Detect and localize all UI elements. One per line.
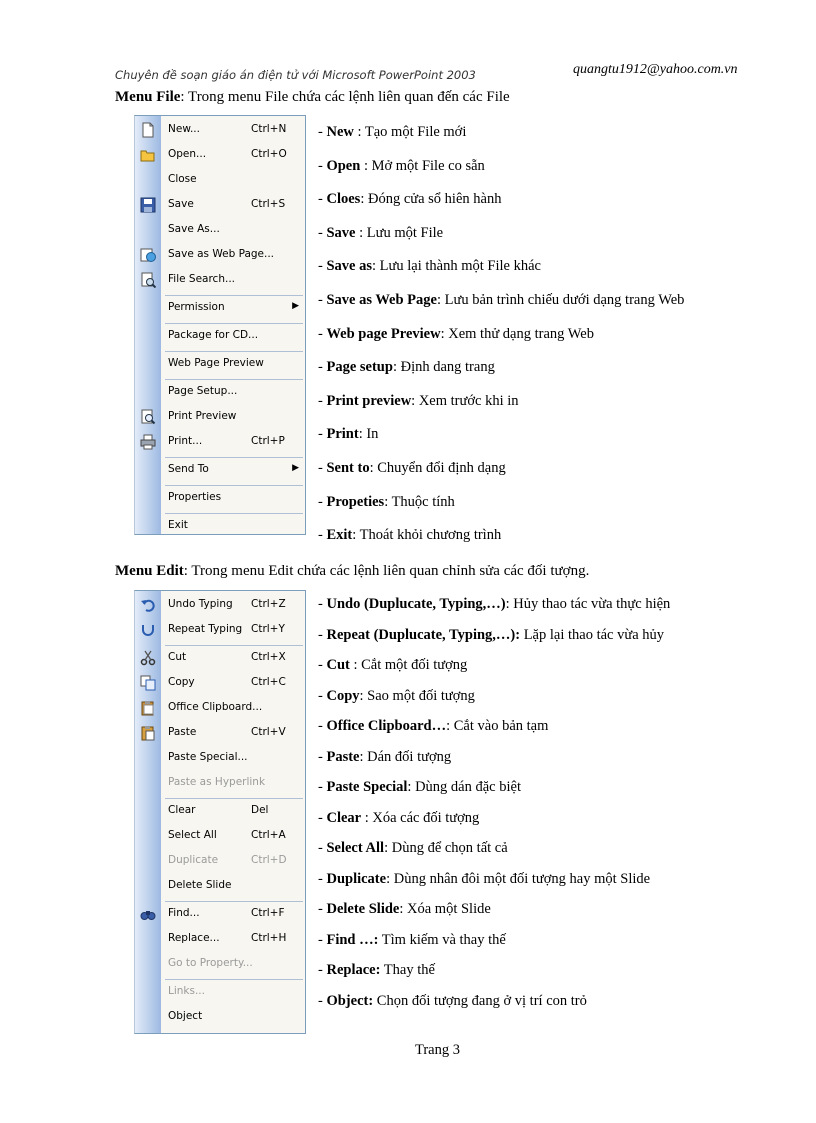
description-text: : In — [358, 426, 379, 443]
description-text: : Dùng dán đặc biệt — [407, 779, 521, 795]
file-menu-item-close[interactable] — [135, 169, 305, 191]
file-menu-item-properties[interactable] — [135, 487, 305, 509]
edit-menu-item-replace[interactable] — [135, 928, 305, 950]
file-menu-item-file-search[interactable] — [135, 269, 305, 291]
file-menu-item-send-to[interactable] — [135, 459, 305, 481]
menu-item-label: Links... — [168, 985, 205, 997]
description-term: Replace: — [326, 962, 381, 978]
menu-item-shortcut: Ctrl+A — [251, 829, 286, 841]
file-menu-description: - New : Tạo một File mới — [318, 124, 467, 140]
menu-item-shortcut: Ctrl+X — [251, 651, 286, 663]
cut-icon — [140, 650, 156, 666]
description-text: : Mở một File co sẵn — [360, 157, 485, 174]
description-text: : Dán đối tượng — [359, 748, 452, 765]
edit-menu-item-find[interactable] — [135, 903, 305, 925]
description-term: Sent to — [326, 460, 370, 476]
menu-item-shortcut: Ctrl+S — [251, 198, 286, 210]
description-term: Propeties — [326, 493, 385, 510]
menu-item-label: Print... — [168, 435, 203, 447]
menu-separator — [165, 457, 303, 458]
description-term: Save as — [326, 258, 372, 275]
menu-item-shortcut: Ctrl+V — [251, 726, 286, 738]
menu-item-label: Close — [168, 173, 197, 185]
description-text: : Lưu bản trình chiếu dưới dạng trang Web — [436, 292, 685, 308]
edit-menu-item-delete-slide[interactable] — [135, 875, 305, 897]
save-icon — [140, 197, 156, 213]
edit-menu-item-duplicate — [135, 850, 305, 872]
menu-item-label: Open... — [168, 148, 207, 160]
menu-item-label: Go to Property... — [168, 957, 253, 969]
menu-item-shortcut: Ctrl+Y — [251, 623, 285, 635]
menu-item-label: Save as Web Page... — [168, 248, 275, 260]
menu-separator — [165, 351, 303, 352]
edit-menu-item-go-to-property — [135, 953, 305, 975]
edit-menu-item-links — [135, 981, 305, 1003]
document-subject-header: Chuyên đề soạn giáo án điện tử với Microsoft PowerPoint 2003 — [115, 68, 476, 82]
description-term: New — [326, 124, 354, 140]
edit-menu-item-copy[interactable] — [135, 672, 305, 694]
menu-separator — [165, 798, 303, 799]
file-menu-description: - Web page Preview: Xem thử dạng trang Web — [318, 325, 594, 342]
menu-separator — [165, 323, 303, 324]
edit-section-title-rest: : Trong menu Edit chứa các lệnh liên quan chỉnh sửa các đối tượng. — [183, 563, 590, 579]
description-text: : Dùng nhân đôi một đối tượng hay một Slide — [386, 870, 651, 887]
print-icon — [140, 434, 156, 450]
description-term: Cut — [326, 657, 350, 673]
edit-menu[interactable] — [134, 590, 306, 1034]
menu-item-shortcut: Ctrl+P — [251, 435, 285, 447]
menu-item-label: Replace... — [168, 932, 220, 944]
file-menu-item-save-as-web-page[interactable] — [135, 244, 305, 266]
description-term: Print preview — [326, 392, 412, 409]
menu-item-shortcut: Ctrl+N — [251, 123, 287, 135]
edit-section-title — [115, 562, 589, 580]
edit-menu-description: - Delete Slide: Xóa một Slide — [318, 901, 491, 917]
menu-item-label: Copy — [168, 676, 195, 688]
menu-item-label: Select All — [168, 829, 217, 841]
description-term: Page setup — [326, 359, 393, 376]
new-icon — [140, 122, 156, 138]
file-menu-item-package-for-cd[interactable] — [135, 325, 305, 347]
menu-item-label: Save — [168, 198, 194, 210]
menu-item-label: Send To — [168, 463, 209, 475]
description-text: : Lưu lại thành một File khác — [372, 258, 541, 275]
menu-item-label: Web Page Preview — [168, 357, 264, 369]
menu-item-shortcut: Ctrl+Z — [251, 598, 286, 610]
description-term: Save — [326, 224, 356, 241]
menu-item-label: Find... — [168, 907, 200, 919]
description-text: : Đóng cửa sổ hiên hành — [360, 191, 502, 208]
edit-menu-item-paste-special[interactable] — [135, 747, 305, 769]
description-term: Copy — [326, 687, 360, 704]
file-menu-item-print-preview[interactable] — [135, 406, 305, 428]
edit-menu-description: - Select All: Dùng để chọn tất cả — [318, 840, 508, 856]
file-menu-item-print[interactable] — [135, 431, 305, 453]
description-term: Object: — [326, 992, 374, 1009]
edit-menu-item-repeat-typing[interactable] — [135, 619, 305, 641]
description-term: Office Clipboard… — [326, 718, 447, 734]
description-term: Print — [326, 426, 359, 443]
description-term: Repeat (Duplucate, Typing,…): — [326, 626, 521, 643]
menu-item-label: Delete Slide — [168, 879, 232, 891]
file-menu-description: - Save as: Lưu lại thành một File khác — [318, 258, 541, 275]
menu-item-label: Paste Special... — [168, 751, 248, 763]
submenu-arrow-icon: ▶ — [292, 301, 299, 311]
menu-item-label: Page Setup... — [168, 385, 238, 397]
description-term: Paste Special — [326, 779, 408, 795]
menu-separator — [165, 645, 303, 646]
description-text: Thay thế — [380, 962, 435, 978]
menu-item-shortcut: Ctrl+O — [251, 148, 287, 160]
description-term: Clear — [326, 809, 362, 826]
edit-menu-item-undo-typing[interactable] — [135, 594, 305, 616]
file-menu-item-page-setup[interactable] — [135, 381, 305, 403]
description-text: Chọn đối tượng đang ở vị trí con trỏ — [373, 992, 587, 1009]
menu-item-label: Exit — [168, 519, 188, 531]
undo-icon — [140, 597, 156, 613]
page-number: Trang 3 — [415, 1042, 460, 1058]
web-page-icon — [140, 247, 156, 263]
description-text: : Xem thử dạng trang Web — [440, 325, 594, 342]
menu-item-label: Clear — [168, 804, 196, 816]
description-text: : Chuyển đổi định dạng — [369, 460, 506, 476]
menu-item-label: New... — [168, 123, 200, 135]
file-menu-description: - Save as Web Page: Lưu bản trình chiếu dưới dạng trang Web — [318, 292, 685, 308]
edit-menu-item-clear[interactable] — [135, 800, 305, 822]
description-term: Cloes — [326, 191, 361, 208]
menu-item-shortcut: Del — [251, 804, 269, 816]
edit-menu-item-paste-as-hyperlink — [135, 772, 305, 794]
description-text: : Thoát khỏi chương trình — [352, 527, 502, 544]
file-menu-item-web-page-preview[interactable] — [135, 353, 305, 375]
menu-item-shortcut: Ctrl+F — [251, 907, 285, 919]
menu-separator — [165, 513, 303, 514]
menu-item-label: Print Preview — [168, 410, 237, 422]
file-menu-description: - Save : Lưu một File — [318, 224, 444, 241]
file-menu-item-save[interactable] — [135, 194, 305, 216]
file-menu-item-open[interactable] — [135, 144, 305, 166]
description-text: : Định dang trang — [392, 359, 495, 376]
description-text: : Dùng để chọn tất cả — [384, 840, 508, 856]
file-menu-description: - Propeties: Thuộc tính — [318, 493, 455, 510]
menu-item-label: Paste as Hyperlink — [168, 776, 266, 788]
edit-menu-item-paste[interactable] — [135, 722, 305, 744]
description-text: : Sao một đối tượng — [359, 687, 475, 704]
file-menu-description: - Page setup: Định dang trang — [318, 359, 495, 376]
description-term: Exit — [326, 527, 353, 544]
file-section-title-rest: : Trong menu File chứa các lệnh liên quan đến các File — [180, 89, 510, 105]
menu-separator — [165, 485, 303, 486]
menu-item-label: Properties — [168, 491, 222, 503]
file-menu-description: - Print preview: Xem trước khi in — [318, 392, 519, 409]
menu-item-label: Paste — [168, 726, 197, 738]
description-term: Paste — [326, 748, 360, 765]
description-text: : Thuộc tính — [384, 493, 455, 510]
edit-menu-description: - Repeat (Duplucate, Typing,…): Lặp lại thao tác vừa hủy — [318, 626, 665, 643]
edit-menu-description: - Object: Chọn đối tượng đang ở vị trí con trỏ — [318, 992, 587, 1009]
file-menu-description: - Cloes: Đóng cửa sổ hiên hành — [318, 191, 502, 208]
menu-item-shortcut: Ctrl+D — [251, 854, 287, 866]
edit-menu-item-cut[interactable] — [135, 647, 305, 669]
file-menu-description: - Exit: Thoát khỏi chương trình — [318, 527, 502, 544]
repeat-icon — [140, 622, 156, 638]
edit-menu-description: - Paste Special: Dùng dán đặc biệt — [318, 779, 521, 795]
edit-menu-description: - Find …: Tìm kiếm và thay thế — [318, 931, 506, 948]
menu-separator — [165, 901, 303, 902]
description-text: : Xóa các đối tượng — [361, 809, 480, 826]
file-section-title — [115, 88, 510, 106]
edit-menu-description: - Replace: Thay thế — [318, 962, 435, 978]
file-menu[interactable] — [134, 115, 306, 535]
menu-item-label: Permission — [168, 301, 225, 313]
file-menu-description: - Sent to: Chuyển đổi định dạng — [318, 460, 506, 476]
edit-menu-description: - Cut : Cắt một đối tượng — [318, 657, 468, 673]
description-text: Lặp lại thao tác vừa hủy — [520, 626, 665, 643]
open-icon — [140, 147, 156, 163]
menu-item-label: Repeat Typing — [168, 623, 243, 635]
menu-item-shortcut: Ctrl+C — [251, 676, 286, 688]
clipboard-icon — [140, 700, 156, 716]
edit-menu-item-object[interactable] — [135, 1006, 305, 1028]
find-icon — [140, 906, 156, 922]
file-menu-item-permission[interactable] — [135, 297, 305, 319]
edit-menu-item-office-clipboard[interactable] — [135, 697, 305, 719]
edit-menu-item-select-all[interactable] — [135, 825, 305, 847]
description-text: : Lưu một File — [355, 224, 444, 241]
description-text: : Hủy thao tác vừa thực hiện — [505, 596, 671, 612]
edit-menu-description: - Undo (Duplucate, Typing,…): Hủy thao tác vừa thực hiện — [318, 596, 671, 612]
edit-section-title-bold: Menu Edit — [115, 563, 184, 579]
menu-item-label: Package for CD... — [168, 329, 259, 341]
menu-item-label: File Search... — [168, 273, 235, 285]
menu-separator — [165, 379, 303, 380]
menu-item-label: Cut — [168, 651, 187, 663]
description-term: Open — [326, 157, 361, 174]
description-text: : Tạo một File mới — [353, 124, 467, 140]
file-search-icon — [140, 272, 156, 288]
description-term: Find …: — [326, 931, 379, 948]
edit-menu-description: - Paste: Dán đối tượng — [318, 748, 452, 765]
author-email: quangtu1912@yahoo.com.vn — [573, 62, 738, 77]
edit-menu-description: - Duplicate: Dùng nhân đôi một đối tượng hay một Slide — [318, 870, 651, 887]
file-menu-item-exit[interactable] — [135, 515, 305, 537]
description-term: Save as Web Page — [326, 292, 437, 308]
submenu-arrow-icon: ▶ — [292, 463, 299, 473]
description-term: Select All — [326, 840, 385, 856]
menu-item-label: Object — [168, 1010, 203, 1022]
description-text: : Cắt một đối tượng — [349, 657, 468, 673]
description-term: Undo (Duplucate, Typing,…) — [326, 596, 506, 612]
description-text: Tìm kiếm và thay thế — [378, 931, 506, 948]
file-menu-item-new[interactable] — [135, 119, 305, 141]
menu-item-label: Save As... — [168, 223, 220, 235]
file-menu-description: - Open : Mở một File co sẵn — [318, 157, 485, 174]
description-term: Web page Preview — [326, 325, 441, 342]
description-text: : Cắt vào bản tạm — [446, 718, 549, 734]
menu-item-label: Undo Typing — [168, 598, 233, 610]
description-term: Duplicate — [326, 870, 387, 887]
menu-item-label: Duplicate — [168, 854, 219, 866]
copy-icon — [140, 675, 156, 691]
edit-menu-description: - Office Clipboard…: Cắt vào bản tạm — [318, 718, 549, 734]
description-text: : Xem trước khi in — [411, 392, 519, 409]
file-menu-description: - Print: In — [318, 426, 379, 443]
menu-item-label: Office Clipboard... — [168, 701, 263, 713]
edit-menu-description: - Copy: Sao một đối tượng — [318, 687, 475, 704]
menu-separator — [165, 295, 303, 296]
menu-item-shortcut: Ctrl+H — [251, 932, 287, 944]
file-menu-item-save-as[interactable] — [135, 219, 305, 241]
description-text: : Xóa một Slide — [399, 901, 491, 917]
description-term: Delete Slide — [326, 901, 400, 917]
edit-menu-description: - Clear : Xóa các đối tượng — [318, 809, 480, 826]
print-preview-icon — [140, 409, 156, 425]
file-section-title-bold: Menu File — [115, 89, 181, 105]
paste-icon — [140, 725, 156, 741]
menu-separator — [165, 979, 303, 980]
